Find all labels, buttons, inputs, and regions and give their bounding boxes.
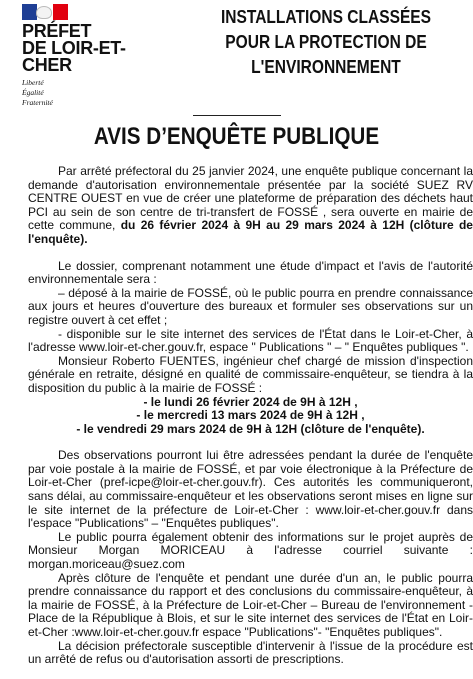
- document-heading: INSTALLATIONS CLASSÉES POUR LA PROTECTION DE L'ENVIRONNEMENT: [220, 6, 432, 77]
- divider: [193, 115, 281, 116]
- paragraph-commissaire: Monsieur Roberto FUENTES, ingénieur chef chargé de mission d'inspection générale en retraite, désigné en qualité de commissaire-enquêteur, se tiendra à la disposition du public à la mairie de FOSSÉ :: [28, 353, 473, 395]
- prefet-name: PRÉFET DE LOIR-ET-CHER: [22, 21, 126, 75]
- permanence-date: - le vendredi 29 mars 2024 de 9H à 12H (clôture de l'enquête).: [76, 421, 425, 436]
- paragraph-contact: Le public pourra également obtenir des informations sur le projet auprès de Monsieur Morgan MORICEAU à l'adresse courriel suivante : morgan.moriceau@suez.com: [28, 529, 473, 572]
- permanence-date: - le lundi 26 février 2024 de 9H à 12H ,: [143, 394, 358, 409]
- paragraph-observations: Des observations pourront lui être adressées pendant la durée de l'enquête par voie postale à la mairie de FOSSÉ, et par voie électronique à la Préfecture de Loir-et-Cher (pref-icpe@loir-et-cher.gouv.fr). Ces autorités les communiqueront, sans délai, au commissaire-enquêteur et les observations seront mises en ligne sur le site internet de la préfecture de Loir-et-Cher : www.loir-et-cher.gouv.fr dans l'espace "Publications" – "Enquêtes publiques".: [28, 448, 473, 531]
- paragraph-mairie: – déposé à la mairie de FOSSÉ, où le public pourra en prendre connaissance aux jours et heures d'ouverture des bureaux et formuler ses observations sur un registre ouvert à cet effet ;: [28, 285, 473, 327]
- republic-motto: Liberté Égalité Fraternité: [22, 78, 53, 107]
- paragraph-dossier: Le dossier, comprenant notamment une étude d'impact et l'avis de l'autorité environnementale sera :: [28, 258, 473, 287]
- prefecture-logo: [22, 4, 172, 108]
- notice-body: [28, 165, 473, 667]
- paragraph-cloture: Après clôture de l'enquête et pendant une durée d'un an, le public pourra prendre connaissance du rapport et des conclusions du commissaire-enquêteur, à la mairie de FOSSÉ, à la Préfecture de Loir-et-Cher – Bureau de l'environnement - Place de la République à Blois, et sur le site internet des services de l'État en Loir-et-Cher :www.loir-et-cher.gouv.fr espace "Publications"- "Enquêtes publiques".: [28, 570, 473, 639]
- notice-title: AVIS D’ENQUÊTE PUBLIQUE: [93, 123, 380, 150]
- paragraph-intro: Par arrêté préfectoral du 25 janvier 2024, une enquête publique concernant la demande d'autorisation environnementale présentée par la société SUEZ RV CENTRE OUEST en vue de créer une plateforme de préparation des déchets haut PCI au sein de son centre de tri-transfert de FOSSÉ , sera ouverte en mairie de cette commune, du 26 février 2024 à 9H au 29 mars 2024 à 12H (clôture de l'enquête).: [28, 164, 473, 246]
- french-flag-icon: [22, 4, 68, 20]
- paragraph-internet: - disponible sur le site internet des services de l'État dans le Loir-et-Cher, à l'adresse www.loir-et-cher.gouv.fr, espace " Publications " – " Enquêtes publiques ".: [28, 326, 473, 355]
- permanence-date: - le mercredi 13 mars 2024 de 9H à 12H ,: [136, 408, 365, 423]
- paragraph-decision: La décision préfectorale susceptible d'intervenir à l'issue de la procédure est un arrêté de refus ou d'autorisation assorti de prescriptions.: [28, 638, 473, 667]
